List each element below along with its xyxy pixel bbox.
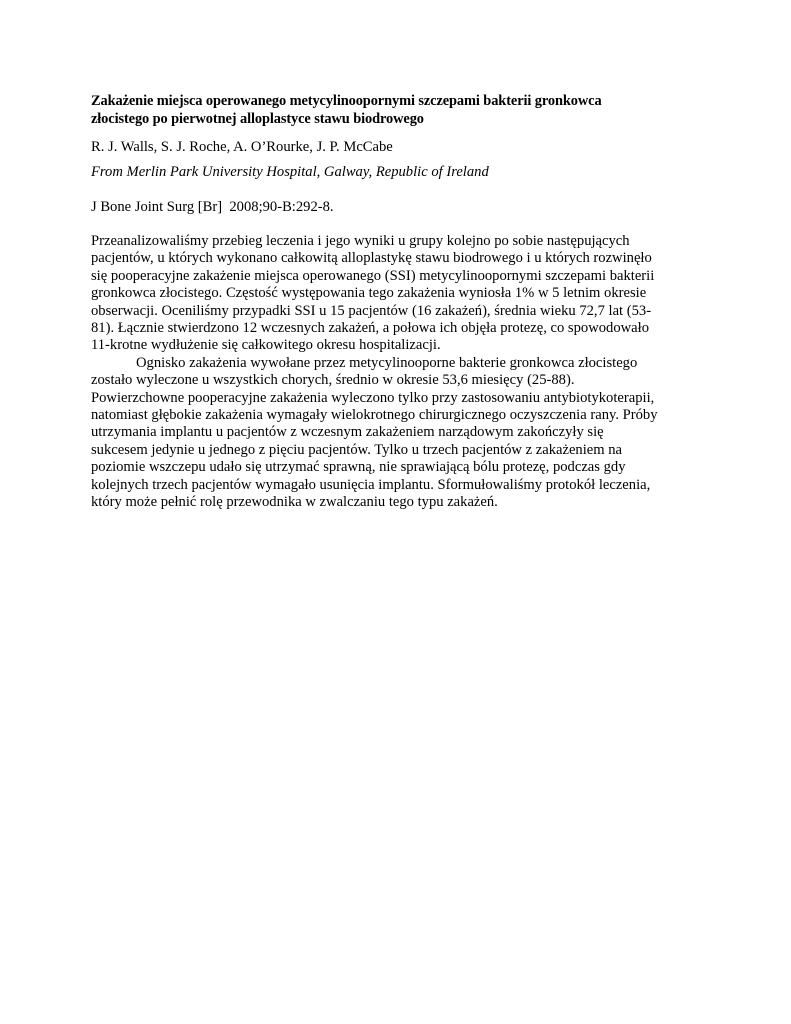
abstract-line: pacjentów, u których wykonano całkowitą alloplastykę stawu biodrowego i u których rozwinęło — [91, 250, 652, 267]
abstract-line: się pooperacyjne zakażenie miejsca operowanego (SSI) metycylinoopornymi szczepami bakterii — [91, 267, 655, 284]
abstract-line: który może pełnić rolę przewodnika w zwalczaniu tego typu zakażeń. — [91, 494, 498, 511]
abstract — [91, 233, 703, 512]
abstract-line: 81). Łącznie stwierdzono 12 wczesnych zakażeń, a połowa ich objęła protezę, co spowodowało — [91, 320, 649, 337]
title-line: Zakażenie miejsca operowanego metycylinoopornymi szczepami bakterii gronkowca — [91, 93, 602, 109]
article-title — [91, 92, 703, 128]
abstract-line: Przeanalizowaliśmy przebieg leczenia i jego wyniki u grupy kolejno po sobie następujących — [91, 233, 630, 249]
abstract-line: utrzymania implantu u pacjentów z wczesnym zakażeniem narządowym zakończyły się — [91, 424, 604, 441]
journal-citation: J Bone Joint Surg [Br] 2008;90-B:292-8. — [91, 199, 334, 215]
abstract-line: sukcesem jedynie u jednego z pięciu pacjentów. Tylko u trzech pacjentów z zakażeniem na — [91, 441, 623, 458]
abstract-line: obserwacji. Oceniliśmy przypadki SSI u 15 pacjentów (16 zakażeń), średnia wieku 72,7 lat (53- — [91, 302, 652, 319]
abstract-line: Ognisko zakażenia wywołane przez metycylinooporne bakterie gronkowca złocistego — [136, 354, 638, 371]
abstract-line: natomiast głębokie zakażenia wymagały wielokrotnego chirurgicznego oczyszczenia rany. Próby — [91, 407, 658, 424]
title-line: złocistego po pierwotnej alloplastyce stawu biodrowego — [91, 111, 424, 127]
author-list: R. J. Walls, S. J. Roche, A. O’Rourke, J. P. McCabe — [91, 139, 393, 155]
abstract-line: 11-krotne wydłużenie się całkowitego okresu hospitalizacji. — [91, 337, 441, 354]
abstract-line: zostało wyleczone u wszystkich chorych, średnio w okresie 53,6 miesięcy (25-88). — [91, 372, 575, 389]
document-body — [91, 92, 703, 512]
abstract-line: poziomie wszczepu udało się utrzymać sprawną, nie sprawiającą bólu protezę, podczas gdy — [91, 459, 626, 476]
abstract-line: gronkowca złocistego. Częstość występowania tego zakażenia wyniosła 1% w 5 letnim okresie — [91, 285, 647, 302]
affiliation: From Merlin Park University Hospital, Galway, Republic of Ireland — [91, 164, 489, 180]
abstract-line: kolejnych trzech pacjentów wymagało usunięcia implantu. Sformułowaliśmy protokół leczenia, — [91, 476, 651, 493]
abstract-line: Powierzchowne pooperacyjne zakażenia wyleczono tylko przy zastosowaniu antybiotykoterapii, — [91, 389, 655, 406]
